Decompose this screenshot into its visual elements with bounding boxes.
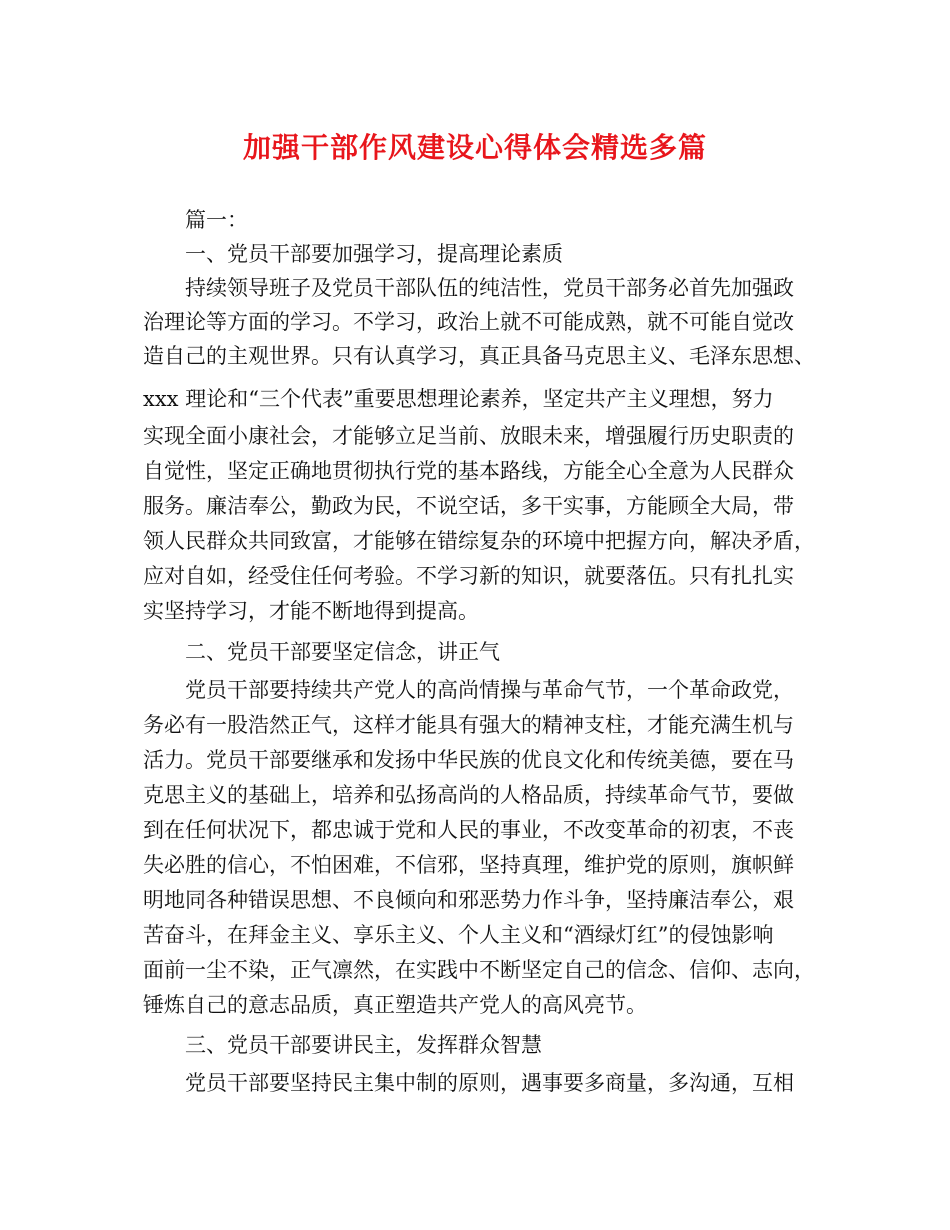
paragraph-line: 失必胜的信心，不怕困难，不信邪，坚持真理，维护党的原则，旗帜鲜: [143, 853, 794, 877]
section-heading: 二、党员干部要坚定信念，讲正气: [185, 640, 500, 664]
paragraph-line: 锤炼自己的意志品质，真正塑造共产党人的高风亮节。: [143, 993, 647, 1017]
paragraph-line: 面前一尘不染，正气凛然，在实践中不断坚定自己的信念、信仰、志向，: [143, 958, 815, 982]
paragraph-line: 实坚持学习，才能不断地得到提高。: [143, 599, 479, 623]
section-heading: 一、党员干部要加强学习，提高理论素质: [185, 242, 563, 266]
section-heading: 三、党员干部要讲民主，发挥群众智慧: [185, 1033, 542, 1057]
paragraph-line: 党员干部要坚持民主集中制的原则，遇事要多商量，多沟通，互相: [185, 1071, 794, 1095]
paragraph-line: 治理论等方面的学习。不学习，政治上就不可能成熟，就不可能自觉改: [143, 310, 794, 334]
paragraph-line: 党员干部要持续共产党人的高尚情操与革命气节，一个革命政党，: [185, 678, 794, 702]
paragraph-line: 应对自如，经受住任何考验。不学习新的知识，就要落伍。只有扎扎实: [143, 564, 794, 588]
paragraph-line: 持续领导班子及党员干部队伍的纯洁性，党员干部务必首先加强政: [185, 276, 794, 300]
section-label: 篇一：: [185, 208, 248, 232]
paragraph-line: 务必有一股浩然正气，这样才能具有强大的精神支柱，才能充满生机与: [143, 713, 794, 737]
document-title: 加强干部作风建设心得体会精选多篇: [242, 131, 707, 164]
paragraph-line: 造自己的主观世界。只有认真学习，真正具备马克思主义、毛泽东思想、: [143, 344, 815, 368]
paragraph-line: 自觉性，坚定正确地贯彻执行党的基本路线，方能全心全意为人民群众: [143, 459, 794, 483]
paragraph-line: 明地同各种错误思想、不良倾向和邪恶势力作斗争，坚持廉洁奉公，艰: [143, 888, 794, 912]
paragraph-line: 到在任何状况下，都忠诚于党和人民的事业，不改变革命的初衷，不丧: [143, 818, 794, 842]
paragraph-line: xxx 理论和“三个代表”重要思想理论素养，坚定共产主义理想，努力: [143, 387, 774, 411]
paragraph-line: 服务。廉洁奉公，勤政为民，不说空话，多干实事，方能顾全大局，带: [143, 494, 794, 518]
paragraph-line: 克思主义的基础上，培养和弘扬高尚的人格品质，持续革命气节，要做: [143, 783, 794, 807]
paragraph-line: 实现全面小康社会，才能够立足当前、放眼未来，增强履行历史职责的: [143, 424, 794, 448]
paragraph-line: 活力。党员干部要继承和发扬中华民族的优良文化和传统美德，要在马: [143, 748, 794, 772]
paragraph-line: 苦奋斗，在拜金主义、享乐主义、个人主义和“酒绿灯红”的侵蚀影响: [143, 923, 774, 947]
paragraph-line: 领人民群众共同致富，才能够在错综复杂的环境中把握方向，解决矛盾，: [143, 529, 815, 553]
